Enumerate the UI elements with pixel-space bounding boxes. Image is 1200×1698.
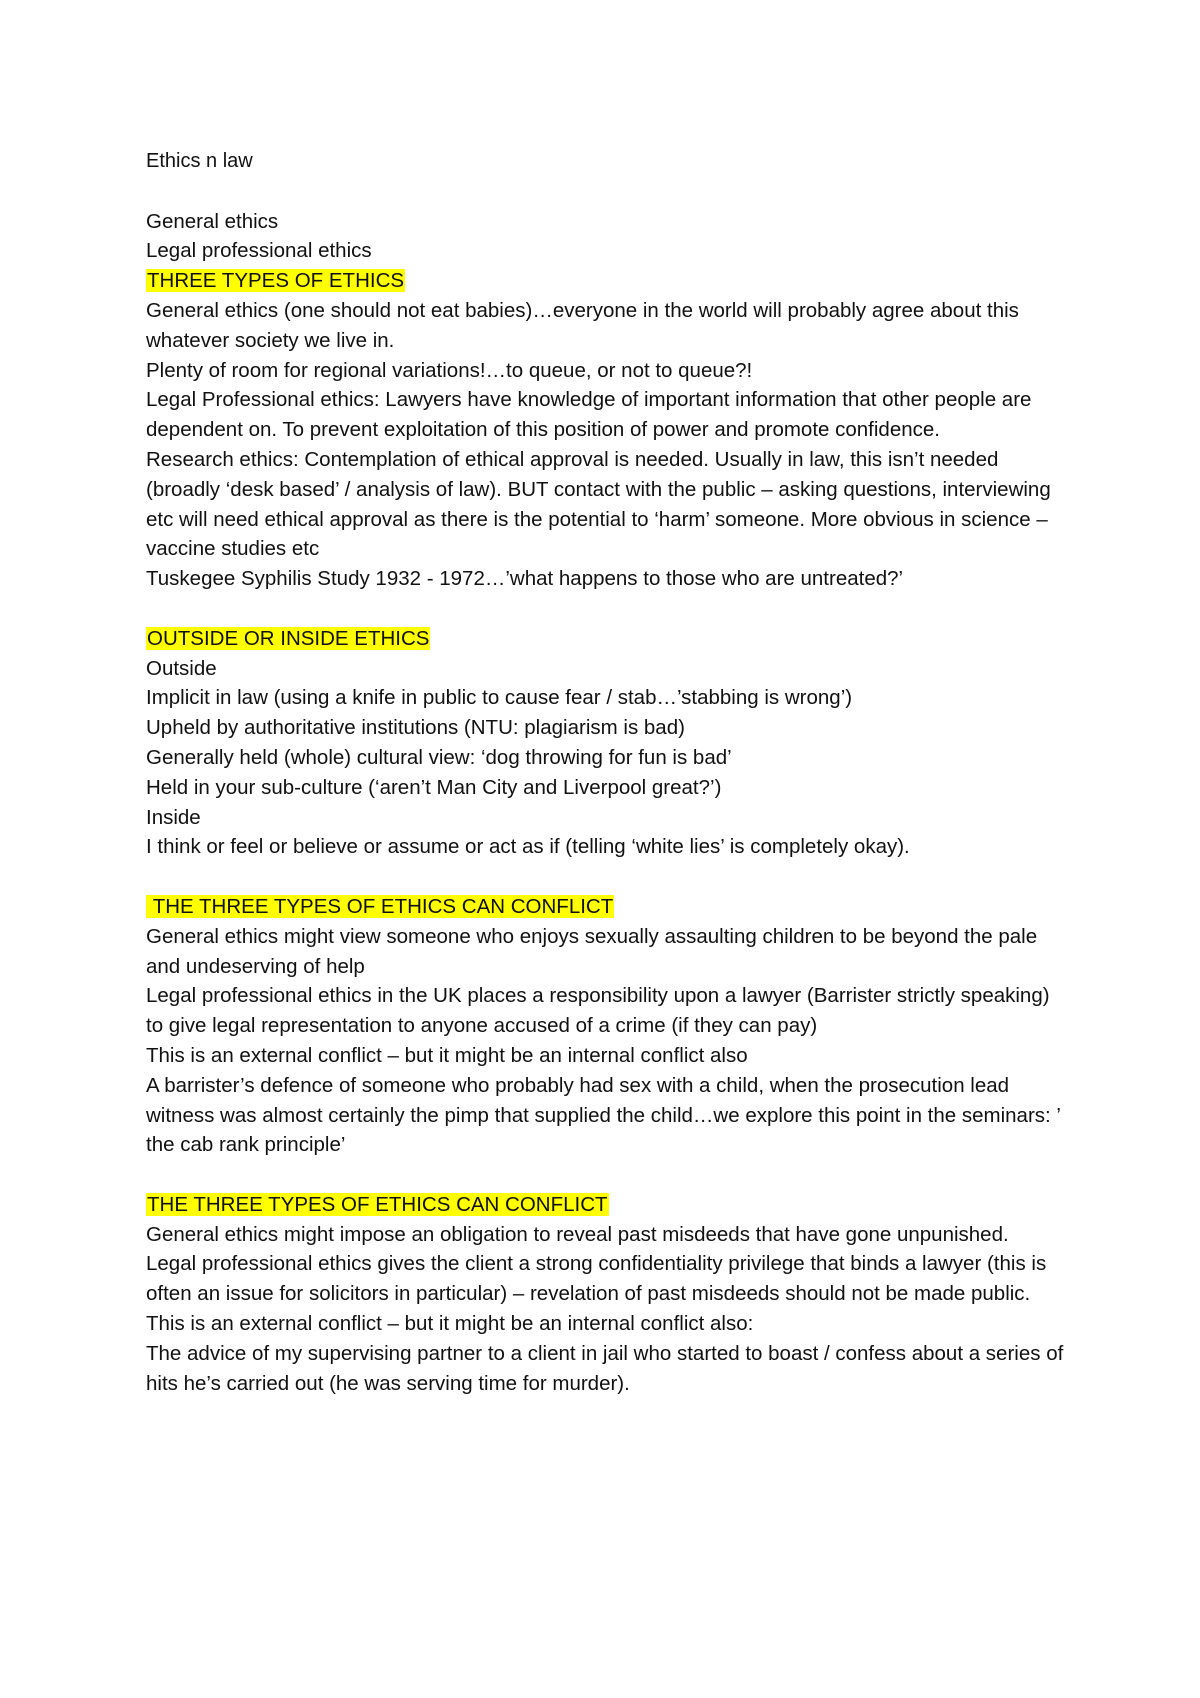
paragraph: General ethics might impose an obligation to reveal past misdeeds that have gone unpunished. [146,1222,1009,1246]
section-heading [146,892,1066,922]
highlighted-heading: OUTSIDE OR INSIDE ETHICS [147,626,430,650]
blank-line [146,594,1066,624]
blank-line [146,1160,1066,1190]
paragraph: Held in your sub-culture (‘aren’t Man City and Liverpool great?’) [146,775,722,799]
section-conflict-2 [146,1190,1066,1399]
intro-line: General ethics [146,209,279,233]
document-body [146,147,1066,1398]
paragraph: The advice of my supervising partner to a client in jail who started to boast / confess about a series of hits he’s carried out (he was serving time for murder). [146,1341,1064,1395]
paragraph: Legal Professional ethics: Lawyers have knowledge of important information that other people are dependent on. To prevent exploitation of this position of power and promote confidence. [146,388,1032,442]
paragraph: Tuskegee Syphilis Study 1932 - 1972…’what happens to those who are untreated?’ [146,567,904,591]
paragraph: Plenty of room for regional variations!…to queue, or not to queue?! [146,358,753,382]
paragraph: Implicit in law (using a knife in public to cause fear / stab…’stabbing is wrong’) [146,686,853,710]
paragraph: Inside [146,805,201,829]
paragraph: General ethics (one should not eat babies)…everyone in the world will probably agree about this whatever society we live in. [146,298,1019,352]
section-heading [146,624,1066,654]
paragraph: This is an external conflict – but it might be an internal conflict also [146,1043,748,1067]
paragraph: Legal professional ethics in the UK places a responsibility upon a lawyer (Barrister strictly speaking) to give legal representation to anyone accused of a crime (if they can pay) [146,984,1050,1038]
section-three-types [146,266,1066,594]
highlighted-heading: THE THREE TYPES OF ETHICS CAN CONFLICT [147,1192,608,1216]
paragraph: I think or feel or believe or assume or act as if (telling ‘white lies’ is completely okay). [146,835,910,859]
section-outside-inside [146,624,1066,862]
highlighted-heading: THREE TYPES OF ETHICS [147,269,405,293]
intro-line: Legal professional ethics [146,239,372,263]
paragraph: A barrister’s defence of someone who probably had sex with a child, when the prosecution lead witness was almost certainly the pimp that supplied the child…we explore this point in the seminars: ’ the cab rank principle’ [146,1073,1061,1157]
paragraph: Research ethics: Contemplation of ethical approval is needed. Usually in law, this isn’t needed (broadly ‘desk based’ / analysis of law). BUT contact with the public – asking questions, interviewing etc will need ethical approval as there is the potential to ‘harm’ someone. More obvious in science – vaccine studies etc [146,447,1051,561]
document-title: Ethics n law [146,150,253,172]
paragraph: This is an external conflict – but it might be an internal conflict also: [146,1312,754,1336]
paragraph: General ethics might view someone who enjoys sexually assaulting children to be beyond the pale and undeserving of help [146,924,1038,978]
paragraph: Outside [146,656,217,680]
blank-line [146,862,1066,892]
section-heading [146,266,1066,296]
blank-line [146,177,1066,207]
paragraph: Legal professional ethics gives the client a strong confidentiality privilege that binds a lawyer (this is often an issue for solicitors in particular) – revelation of past misdeeds should not be made public. [146,1252,1047,1306]
paragraph: Generally held (whole) cultural view: ‘dog throwing for fun is bad’ [146,745,732,769]
highlighted-heading: THE THREE TYPES OF ETHICS CAN CONFLICT [146,895,614,918]
section-heading [146,1190,1066,1220]
section-conflict-1 [146,892,1066,1160]
paragraph: Upheld by authoritative institutions (NTU: plagiarism is bad) [146,716,685,740]
